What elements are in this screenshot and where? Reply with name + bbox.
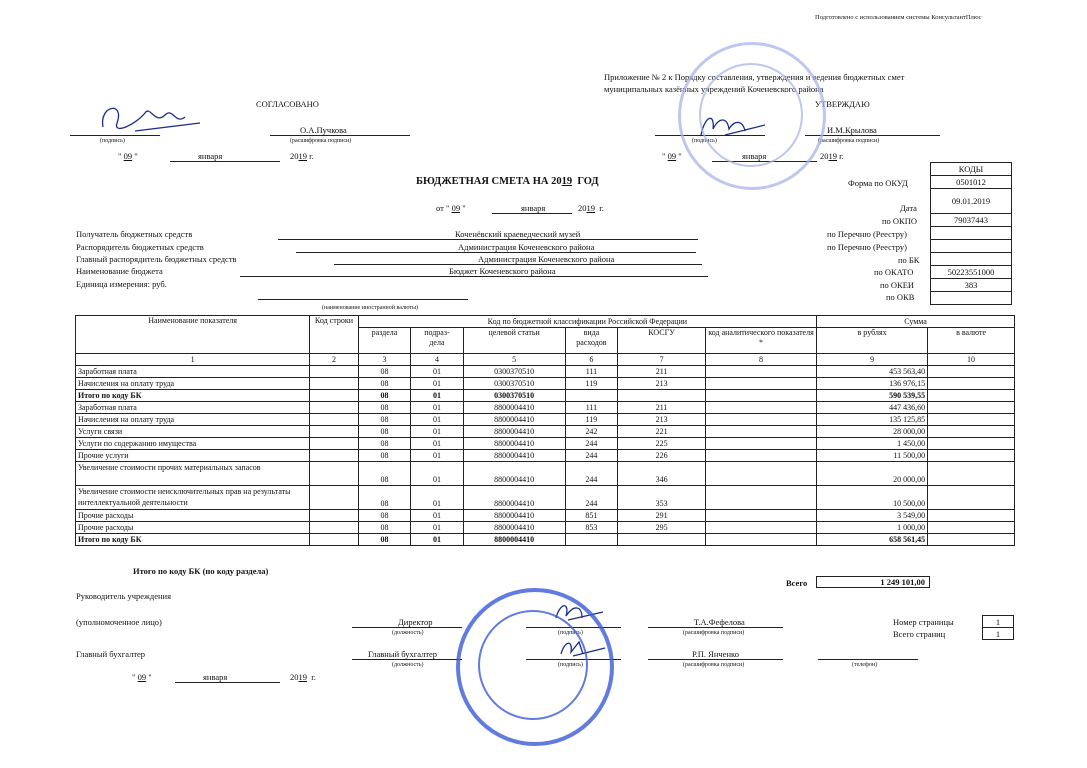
cell-name: Услуги по содержанию имущества: [76, 438, 310, 450]
cell-vr: 242: [565, 426, 618, 438]
head-label: Руководитель учреждения: [76, 591, 172, 601]
sign-caption-2: (подпись): [558, 662, 583, 668]
budget-line: [240, 276, 708, 277]
okud-code: 0501012: [931, 176, 1012, 189]
cell-podrazdel: 01: [411, 366, 464, 378]
cell-kosgu: 213: [618, 378, 706, 390]
cell-name: Начисления на оплату труда: [76, 378, 310, 390]
th-val: в валюте: [928, 328, 1015, 354]
recipient-line: [278, 239, 698, 240]
table-row: [76, 378, 1015, 390]
budget-value: Бюджет Коченевского района: [449, 266, 556, 276]
grand-total-label: Всего: [786, 578, 808, 588]
cell-podrazdel: 01: [411, 378, 464, 390]
cell-analytic: [705, 462, 816, 486]
sign-caption-left: (подпись): [100, 138, 125, 144]
appendix-line2: муниципальных казённых учреждений Коченевского района: [604, 84, 824, 94]
cell-csr: 8800004410: [463, 534, 565, 546]
director-position: Директор: [398, 617, 433, 627]
cell-name: Увеличение стоимости неисключительных прав на результаты интеллектуальной деятельности: [76, 486, 310, 510]
th-num: 9: [817, 354, 928, 366]
recipient-value: Коченёвский краеведческий музей: [455, 229, 581, 239]
page-box: [982, 615, 1014, 640]
bk-label: по БК: [898, 255, 920, 265]
th-rub: в рублях: [817, 328, 928, 354]
cell-analytic: [705, 426, 816, 438]
reestr1-label: по Перечню (Реестру): [827, 229, 907, 239]
director-pos-line: [352, 627, 462, 628]
table-row: [76, 462, 1015, 486]
cell-csr: 8800004410: [463, 450, 565, 462]
cell-analytic: [705, 390, 816, 402]
cell-sum-rub: 28 000,00: [817, 426, 928, 438]
approval-left-title: СОГЛАСОВАНО: [256, 99, 319, 109]
cell-podrazdel: 01: [411, 462, 464, 486]
table-row-total: [76, 534, 1015, 546]
recipient-label: Получатель бюджетных средств: [76, 229, 193, 239]
pages-value: 1: [983, 628, 1014, 640]
cell-razdel: 08: [358, 522, 411, 534]
decode-caption-right: (расшифровка подписи): [818, 138, 880, 144]
cell-kosgu: 346: [618, 462, 706, 486]
cell-kosgu: 213: [618, 414, 706, 426]
cell-sum-rub: 136 976,15: [817, 378, 928, 390]
cell-csr: 8800004410: [463, 414, 565, 426]
cell-sum-val: [928, 534, 1015, 546]
name-line-right: [805, 135, 940, 136]
cell-kosgu: 221: [618, 426, 706, 438]
cell-sum-rub: 453 563,40: [817, 366, 928, 378]
cell-sum-val: [928, 390, 1015, 402]
table-row: [76, 402, 1015, 414]
cell-razdel: 08: [358, 462, 411, 486]
okato-label: по ОКАТО: [874, 267, 914, 277]
cell-csr: 0300370510: [463, 390, 565, 402]
cell-sum-rub: 10 500,00: [817, 486, 928, 510]
phone-caption: (телефон): [852, 662, 878, 668]
cell-name: Прочие расходы: [76, 510, 310, 522]
cell-analytic: [705, 414, 816, 426]
cell-kosgu: [618, 534, 706, 546]
cell-analytic: [705, 378, 816, 390]
table-row: [76, 414, 1015, 426]
th-num: 8: [705, 354, 816, 366]
table-row: [76, 366, 1015, 378]
manager-value: Администрация Коченевского района: [458, 242, 595, 252]
cell-row-code: [310, 366, 358, 378]
cell-podrazdel: 01: [411, 450, 464, 462]
cell-sum-rub: 135 125,85: [817, 414, 928, 426]
okv-code: [931, 292, 1012, 305]
cell-sum-val: [928, 402, 1015, 414]
cell-csr: 8800004410: [463, 426, 565, 438]
cell-analytic: [705, 366, 816, 378]
name-line-left: [270, 135, 410, 136]
date-right-month-line: [712, 161, 817, 162]
decode-caption-1: (расшифровка подписи): [683, 630, 745, 636]
cell-row-code: [310, 510, 358, 522]
cell-csr: 8800004410: [463, 510, 565, 522]
th-analytic: код аналитического показателя *: [705, 328, 816, 354]
cell-analytic: [705, 402, 816, 414]
cell-kosgu: 353: [618, 486, 706, 510]
cell-name: Услуги связи: [76, 426, 310, 438]
cell-kosgu: 211: [618, 366, 706, 378]
okei-label: по ОКЕИ: [880, 280, 915, 290]
authorized-label: (уполномоченное лицо): [76, 617, 162, 627]
table-row: [76, 522, 1015, 534]
doc-title: БЮДЖЕТНАЯ СМЕТА НА 2019 ГОД: [416, 176, 599, 187]
okato-code: 50223551000: [931, 266, 1012, 279]
cell-razdel: 08: [358, 378, 411, 390]
okpo-label: по ОКПО: [882, 216, 918, 226]
cell-razdel: 08: [358, 390, 411, 402]
decode-caption-2: (расшифровка подписи): [683, 662, 745, 668]
cell-sum-rub: 590 539,55: [817, 390, 928, 402]
phone-line: [818, 659, 918, 660]
cell-sum-val: [928, 522, 1015, 534]
cell-csr: 8800004410: [463, 438, 565, 450]
cell-sum-val: [928, 366, 1015, 378]
th-num: 5: [463, 354, 565, 366]
table-row: [76, 510, 1015, 522]
cell-podrazdel: 01: [411, 534, 464, 546]
th-name: Наименование показателя: [76, 316, 310, 354]
cell-row-code: [310, 486, 358, 510]
section-total-label: Итого по коду БК (по коду раздела): [133, 566, 269, 576]
cell-sum-val: [928, 486, 1015, 510]
th-num: 2: [310, 354, 358, 366]
cell-csr: 0300370510: [463, 366, 565, 378]
th-num: 4: [411, 354, 464, 366]
date-label: Дата: [900, 203, 917, 213]
cell-razdel: 08: [358, 486, 411, 510]
cell-vr: 119: [565, 414, 618, 426]
cell-podrazdel: 01: [411, 438, 464, 450]
date-right-month: января: [742, 151, 767, 161]
cell-analytic: [705, 486, 816, 510]
cell-vr: 244: [565, 486, 618, 510]
cell-razdel: 08: [358, 534, 411, 546]
manager-label: Распорядитель бюджетных средств: [76, 242, 204, 252]
cell-sum-val: [928, 426, 1015, 438]
okud-label: Форма по ОКУД: [848, 178, 908, 188]
cell-row-code: [310, 438, 358, 450]
cell-kosgu: 211: [618, 402, 706, 414]
cell-row-code: [310, 378, 358, 390]
cell-analytic: [705, 450, 816, 462]
cell-kosgu: 295: [618, 522, 706, 534]
cell-kosgu: 291: [618, 510, 706, 522]
cell-razdel: 08: [358, 510, 411, 522]
cell-sum-rub: 1 450,00: [817, 438, 928, 450]
cell-podrazdel: 01: [411, 390, 464, 402]
cell-vr: 111: [565, 366, 618, 378]
cell-kosgu: 226: [618, 450, 706, 462]
accountant-label: Главный бухгалтер: [76, 649, 146, 659]
th-code: Код строки: [310, 316, 358, 354]
estimate-rows: [76, 366, 1015, 546]
bk-code: [931, 253, 1012, 266]
estimate-table: [75, 315, 1015, 546]
cell-razdel: 08: [358, 450, 411, 462]
chief-label: Главный распорядитель бюджетных средств: [76, 254, 237, 264]
cell-analytic: [705, 438, 816, 450]
cell-row-code: [310, 390, 358, 402]
doc-date-year: 2019 г.: [578, 203, 604, 213]
chief-value: Администрация Коченевского района: [478, 254, 615, 264]
sign-line-left: [70, 135, 160, 136]
th-csr: целевой статьи: [463, 328, 565, 354]
cell-sum-rub: 20 000,00: [817, 462, 928, 486]
date-right-year: 2019 г.: [820, 151, 844, 161]
cell-name: Прочие услуги: [76, 450, 310, 462]
th-num: 10: [928, 354, 1015, 366]
sign-caption-right: (подпись): [692, 138, 717, 144]
th-num: 7: [618, 354, 706, 366]
cell-razdel: 08: [358, 402, 411, 414]
approver-left-name: О.А.Пучкова: [300, 125, 347, 135]
cell-sum-val: [928, 414, 1015, 426]
cell-analytic: [705, 522, 816, 534]
th-vr: вида расходов: [565, 328, 618, 354]
date-left: " 09 ": [118, 151, 138, 161]
cell-vr: 244: [565, 462, 618, 486]
cell-podrazdel: 01: [411, 426, 464, 438]
cell-analytic: [705, 510, 816, 522]
header-note: Подготовлено с использованием системы КонсультантПлюс: [815, 14, 982, 21]
cell-sum-rub: 447 436,60: [817, 402, 928, 414]
cell-row-code: [310, 414, 358, 426]
budget-label: Наименование бюджета: [76, 266, 163, 276]
th-num: 6: [565, 354, 618, 366]
appendix-line1: Приложение № 2 к Порядку составления, утверждения и ведения бюджетных смет: [604, 72, 905, 82]
table-row: [76, 486, 1015, 510]
table-row-total: [76, 390, 1015, 402]
cell-podrazdel: 01: [411, 522, 464, 534]
cell-name: Итого по коду БК: [76, 534, 310, 546]
chief-line: [334, 264, 702, 265]
cell-csr: 8800004410: [463, 402, 565, 414]
accountant-name-line: [648, 659, 783, 660]
date-right: " 09 ": [662, 151, 682, 161]
date-left-year: 2019 г.: [290, 151, 314, 161]
cell-vr: 851: [565, 510, 618, 522]
table-row: [76, 438, 1015, 450]
cell-name: Увеличение стоимости прочих материальных запасов: [76, 462, 310, 486]
grand-total-value: 1 249 101,00: [816, 576, 930, 588]
cell-sum-val: [928, 462, 1015, 486]
signature-accountant: [555, 636, 610, 662]
cell-sum-val: [928, 438, 1015, 450]
director-name: Т.А.Фефелова: [694, 617, 745, 627]
cell-vr: [565, 534, 618, 546]
th-classif: Код по бюджетной классификации Российской Федерации: [358, 316, 816, 328]
cell-podrazdel: 01: [411, 414, 464, 426]
cell-razdel: 08: [358, 414, 411, 426]
director-name-line: [648, 627, 783, 628]
cell-vr: 119: [565, 378, 618, 390]
signature-director: [548, 598, 608, 628]
cell-razdel: 08: [358, 438, 411, 450]
table-row: [76, 426, 1015, 438]
cell-name: Заработная плата: [76, 366, 310, 378]
cell-vr: 244: [565, 450, 618, 462]
th-podrazdel: подраз- дела: [411, 328, 464, 354]
cell-kosgu: 225: [618, 438, 706, 450]
cell-vr: 244: [565, 438, 618, 450]
cell-podrazdel: 01: [411, 402, 464, 414]
sign-caption-1: (подпись): [558, 630, 583, 636]
cell-vr: [565, 390, 618, 402]
cell-sum-rub: 1 000,00: [817, 522, 928, 534]
cell-sum-val: [928, 510, 1015, 522]
cell-sum-val: [928, 450, 1015, 462]
th-num: 1: [76, 354, 310, 366]
cell-sum-val: [928, 378, 1015, 390]
doc-date: от " 09 ": [436, 203, 466, 213]
unit-label: Единица измерения: руб.: [76, 279, 167, 289]
accountant-position: Главный бухгалтер: [368, 649, 438, 659]
codes-table: [930, 162, 1012, 305]
table-row: [76, 450, 1015, 462]
cell-row-code: [310, 402, 358, 414]
approver-right-name: И.М.Крылова: [827, 125, 877, 135]
cell-row-code: [310, 522, 358, 534]
accountant-pos-line: [352, 659, 462, 660]
decode-caption-left: (расшифровка подписи): [290, 138, 352, 144]
cell-razdel: 08: [358, 426, 411, 438]
cell-sum-rub: 658 561,45: [817, 534, 928, 546]
date-left-month: января: [198, 151, 223, 161]
cell-vr: 853: [565, 522, 618, 534]
cell-kosgu: [618, 390, 706, 402]
currency-line: [258, 299, 468, 300]
cell-row-code: [310, 426, 358, 438]
cell-name: Заработная плата: [76, 402, 310, 414]
okpo-code: 79037443: [931, 214, 1012, 227]
th-kosgu: КОСГУ: [618, 328, 706, 354]
cell-csr: 8800004410: [463, 486, 565, 510]
cell-name: Прочие расходы: [76, 522, 310, 534]
cell-row-code: [310, 534, 358, 546]
cell-name: Итого по коду БК: [76, 390, 310, 402]
footer-date-month-line: [175, 682, 280, 683]
page-value: 1: [983, 616, 1014, 628]
cell-csr: 8800004410: [463, 522, 565, 534]
th-num: 3: [358, 354, 411, 366]
pages-label: Всего страниц: [893, 629, 946, 639]
cell-sum-rub: 3 549,00: [817, 510, 928, 522]
cell-razdel: 08: [358, 366, 411, 378]
codes-header: КОДЫ: [931, 163, 1012, 176]
footer-date: " 09 ": [132, 672, 152, 682]
reestr1-code: [931, 227, 1012, 240]
cell-csr: 8800004410: [463, 462, 565, 486]
pos-caption-2: (должность): [392, 662, 424, 668]
cell-podrazdel: 01: [411, 486, 464, 510]
currency-caption: (наименование иностранной валюты): [322, 305, 418, 311]
okv-label: по ОКВ: [886, 292, 915, 302]
footer-date-month: января: [203, 672, 228, 682]
th-razdel: раздела: [358, 328, 411, 354]
cell-sum-rub: 11 500,00: [817, 450, 928, 462]
manager-line: [296, 252, 696, 253]
approval-right-title: УТВЕРЖДАЮ: [815, 99, 870, 109]
cell-name: Начисления на оплату труда: [76, 414, 310, 426]
date-left-month-line: [170, 161, 280, 162]
cell-row-code: [310, 462, 358, 486]
cell-csr: 0300370510: [463, 378, 565, 390]
okei-code: 383: [931, 279, 1012, 292]
accountant-name: Р.П. Янченко: [692, 649, 739, 659]
cell-row-code: [310, 450, 358, 462]
cell-podrazdel: 01: [411, 510, 464, 522]
reestr2-code: [931, 240, 1012, 253]
pos-caption-1: (должность): [392, 630, 424, 636]
cell-vr: 111: [565, 402, 618, 414]
doc-date-month-line: [492, 213, 572, 214]
page-label: Номер страницы: [893, 617, 954, 627]
cell-analytic: [705, 534, 816, 546]
doc-date-month: января: [521, 203, 546, 213]
footer-date-year: 2019 г.: [290, 672, 316, 682]
date-code: 09.01.2019: [931, 189, 1012, 214]
reestr2-label: по Перечню (Реестру): [827, 242, 907, 252]
sign-line-right: [655, 135, 765, 136]
th-sum: Сумма: [817, 316, 1015, 328]
